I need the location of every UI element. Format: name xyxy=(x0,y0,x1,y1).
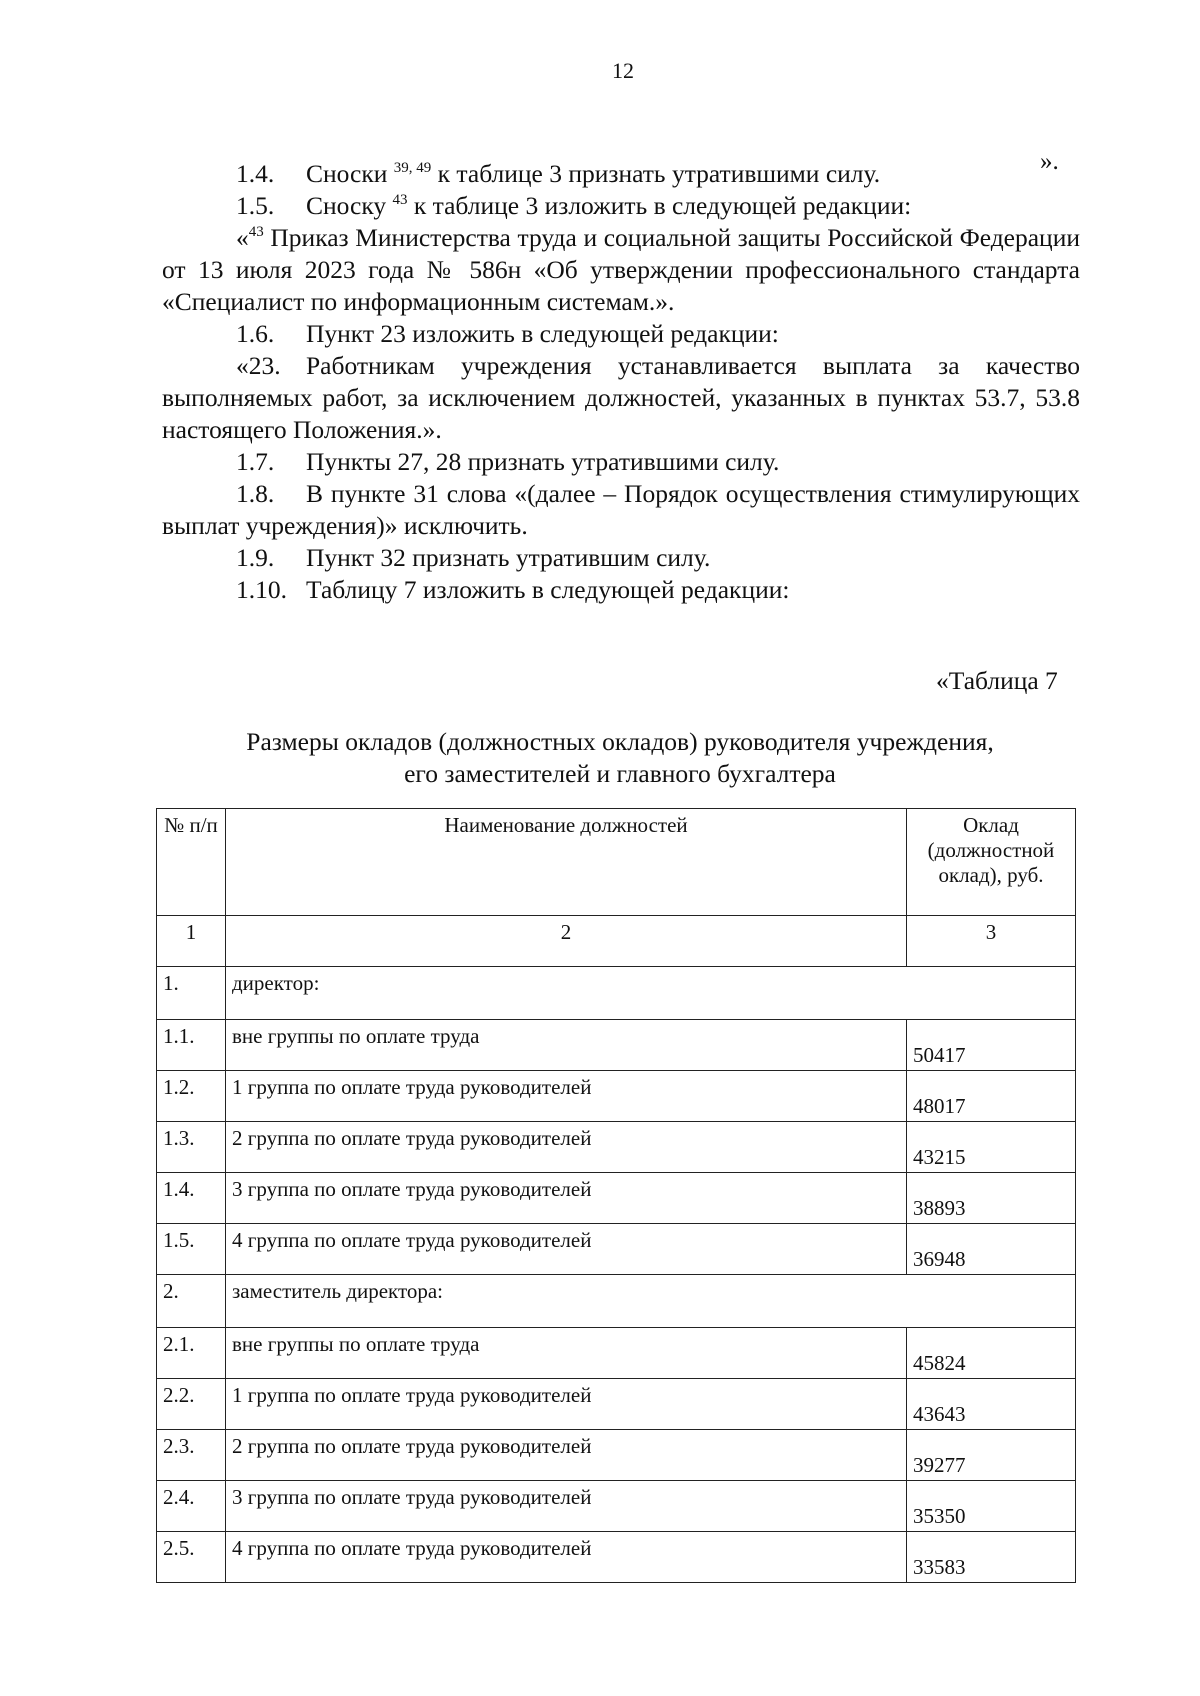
row-number: 2.3. xyxy=(157,1430,226,1481)
row-number: 1.5. xyxy=(157,1224,226,1275)
row-salary: 48017 xyxy=(907,1071,1076,1122)
row-number: 1.1. xyxy=(157,1020,226,1071)
row-number: 1.4. xyxy=(157,1173,226,1224)
salary-table xyxy=(156,808,1076,1583)
row-number: 2.5. xyxy=(157,1532,226,1583)
paragraph-number: «23. xyxy=(236,351,281,380)
paragraph-1-8: 1.8. В пункте 31 слова «(далее – Порядок осуществления стимулирующих выплат учреждения)» исключить. xyxy=(162,479,1080,540)
row-salary: 43215 xyxy=(907,1122,1076,1173)
row-salary: 45824 xyxy=(907,1328,1076,1379)
footnote-43-text: «$^{43}$ Приказ Министерства труда и социальной защиты Российской Федерации от 13 июля 2023 года № 586н «Об утверждении профессионального стандарта «Специалист по информационным системам.». xyxy=(162,223,1080,316)
paragraph-1-10: 1.10. Таблицу 7 изложить в следующей редакции: xyxy=(236,575,790,604)
table-row xyxy=(157,1481,1076,1532)
row-position: вне группы по оплате труда xyxy=(226,1020,907,1071)
paragraph-number: 1.6. xyxy=(236,319,275,348)
section-title: директор: xyxy=(226,967,1076,1020)
paragraph-number: 1.7. xyxy=(236,447,275,476)
row-number: 2.2. xyxy=(157,1379,226,1430)
table-row xyxy=(157,1532,1076,1583)
row-salary: 43643 xyxy=(907,1379,1076,1430)
row-number: 2.4. xyxy=(157,1481,226,1532)
table-row xyxy=(157,1328,1076,1379)
row-position: 1 группа по оплате труда руководителей xyxy=(226,1071,907,1122)
section-title: заместитель директора: xyxy=(226,1275,1076,1328)
row-position: вне группы по оплате труда xyxy=(226,1328,907,1379)
paragraph-number: 1.5. xyxy=(236,191,275,220)
page-number: 12 xyxy=(612,58,634,83)
paragraph-number: 1.9. xyxy=(236,543,275,572)
closing-quote: ». xyxy=(1040,148,1059,175)
row-number: 1.2. xyxy=(157,1071,226,1122)
paragraph-1-7: 1.7. Пункты 27, 28 признать утратившими силу. xyxy=(236,447,780,476)
table-index-row xyxy=(157,916,1076,967)
row-salary: 50417 xyxy=(907,1020,1076,1071)
paragraph-number: 1.4. xyxy=(236,159,275,188)
header-position-name: Наименование должностей xyxy=(226,809,907,916)
table-section-row xyxy=(157,967,1076,1020)
row-number: 1.3. xyxy=(157,1122,226,1173)
header-number: № п/п xyxy=(157,809,226,916)
row-number: 2. xyxy=(157,1275,226,1328)
table-row xyxy=(157,1122,1076,1173)
row-salary: 38893 xyxy=(907,1173,1076,1224)
row-salary: 33583 xyxy=(907,1532,1076,1583)
row-salary: 35350 xyxy=(907,1481,1076,1532)
row-position: 2 группа по оплате труда руководителей xyxy=(226,1122,907,1173)
paragraph-1-6: 1.6. Пункт 23 изложить в следующей редакции: xyxy=(236,319,779,348)
table-section-row xyxy=(157,1275,1076,1328)
row-position: 3 группа по оплате труда руководителей xyxy=(226,1173,907,1224)
index-cell: 2 xyxy=(226,916,907,967)
row-number: 2.1. xyxy=(157,1328,226,1379)
table-row xyxy=(157,1379,1076,1430)
paragraph-23: «23. Работникам учреждения устанавливается выплата за качество выполняемых работ, за исключением должностей, указанных в пунктах 53.7, 53.8 настоящего Положения.». xyxy=(162,351,1080,444)
row-number: 1. xyxy=(157,967,226,1020)
table-row xyxy=(157,1430,1076,1481)
header-salary: Оклад (должностной оклад), руб. xyxy=(907,809,1076,916)
row-position: 1 группа по оплате труда руководителей xyxy=(226,1379,907,1430)
row-position: 3 группа по оплате труда руководителей xyxy=(226,1481,907,1532)
table-row xyxy=(157,1020,1076,1071)
paragraph-1-9: 1.9. Пункт 32 признать утратившим силу. xyxy=(236,543,711,572)
index-cell: 1 xyxy=(157,916,226,967)
table-label: «Таблица 7 xyxy=(936,666,1058,695)
table-row xyxy=(157,1224,1076,1275)
paragraph-1-5: 1.5. Сноску $^{43}$ к таблице 3 изложить в следующей редакции: xyxy=(236,191,912,220)
table-title-line-1: Размеры окладов (должностных окладов) руководителя учреждения, xyxy=(246,727,994,756)
paragraph-1-4: 1.4. Сноски $^{39, 49}$ к таблице 3 признать утратившими силу. xyxy=(236,159,881,188)
table-row xyxy=(157,1173,1076,1224)
document-body xyxy=(162,158,1080,606)
table-header-row xyxy=(157,809,1076,916)
row-salary: 36948 xyxy=(907,1224,1076,1275)
row-position: 4 группа по оплате труда руководителей xyxy=(226,1224,907,1275)
table-title xyxy=(160,726,1080,790)
row-position: 2 группа по оплате труда руководителей xyxy=(226,1430,907,1481)
row-salary: 39277 xyxy=(907,1430,1076,1481)
paragraph-number: 1.10. xyxy=(236,575,287,604)
table-title-line-2: его заместителей и главного бухгалтера xyxy=(404,759,836,788)
row-position: 4 группа по оплате труда руководителей xyxy=(226,1532,907,1583)
table-row xyxy=(157,1071,1076,1122)
paragraph-number: 1.8. xyxy=(236,479,275,508)
index-cell: 3 xyxy=(907,916,1076,967)
